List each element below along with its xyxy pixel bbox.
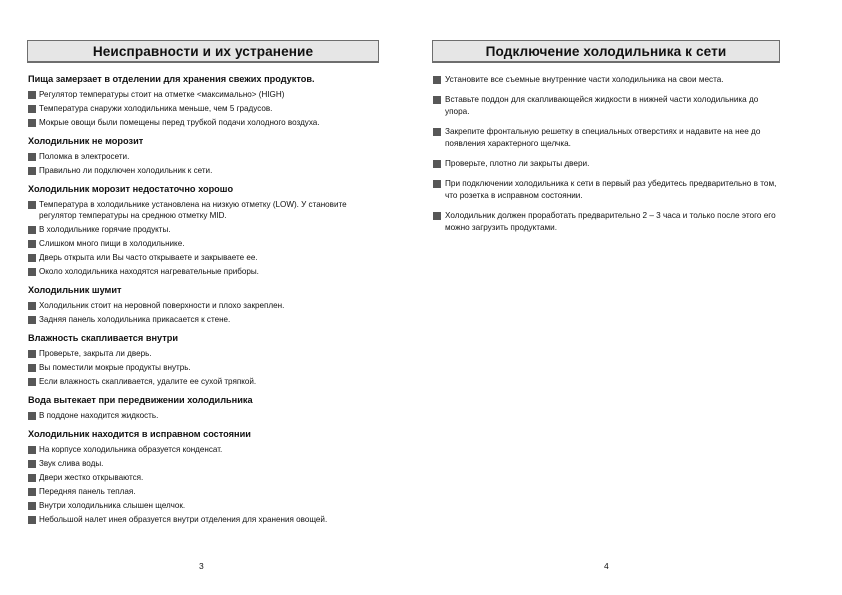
list-item-text: На корпусе холодильника образуется конденсат. [39, 445, 223, 454]
section-heading: Вода вытекает при передвижении холодильника [28, 395, 253, 405]
list-item [27, 151, 379, 162]
square-bullet-icon [28, 502, 36, 510]
section-heading: Холодильник не морозит [28, 136, 144, 146]
square-bullet-icon [28, 105, 36, 113]
list-item-text: Поломка в электросети. [39, 152, 130, 161]
list-item [27, 103, 379, 114]
list-item [27, 472, 379, 483]
square-bullet-icon [28, 201, 36, 209]
list-item-text: Внутри холодильника слышен щелчок. [39, 501, 186, 510]
list-item [432, 126, 780, 150]
list-item-text: В поддоне находится жидкость. [39, 411, 159, 420]
square-bullet-icon [28, 91, 36, 99]
square-bullet-icon [28, 240, 36, 248]
list-item [432, 178, 780, 202]
list-item [27, 238, 379, 249]
list-item [27, 410, 379, 421]
troubleshooting-content [27, 74, 379, 528]
connection-title: Подключение холодильника к сети [432, 40, 780, 63]
list-item [432, 158, 780, 170]
list-item [27, 514, 379, 525]
list-item [27, 314, 379, 325]
square-bullet-icon [28, 268, 36, 276]
square-bullet-icon [28, 254, 36, 262]
list-item-text: В холодильнике горячие продукты. [39, 225, 171, 234]
section-heading: Влажность скапливается внутри [28, 333, 179, 343]
troubleshooting-section [27, 74, 379, 128]
list-item-text: Холодильник стоит на неровной поверхности и плохо закреплен. [39, 301, 285, 310]
square-bullet-icon [433, 180, 441, 188]
list-item [27, 362, 379, 373]
square-bullet-icon [28, 119, 36, 127]
list-item [27, 376, 379, 387]
troubleshooting-section [27, 285, 379, 325]
square-bullet-icon [433, 76, 441, 84]
list-item [27, 300, 379, 311]
list-item [27, 348, 379, 359]
square-bullet-icon [28, 516, 36, 524]
list-item [27, 165, 379, 176]
list-item [432, 74, 780, 86]
square-bullet-icon [28, 474, 36, 482]
square-bullet-icon [28, 302, 36, 310]
page-number-right: 4 [604, 561, 609, 571]
list-item [27, 486, 379, 497]
section-heading: Холодильник морозит недостаточно хорошо [28, 184, 234, 194]
list-item-text: Регулятор температуры стоит на отметке <максимально> (HIGH) [39, 90, 285, 99]
square-bullet-icon [433, 128, 441, 136]
troubleshooting-section [27, 395, 379, 421]
list-item-text: Слишком много пищи в холодильнике. [39, 239, 185, 248]
square-bullet-icon [28, 364, 36, 372]
list-item-text: Холодильник должен проработать предварительно 2 – 3 часа и только после этого его можно загрузить продуктами. [445, 211, 776, 232]
square-bullet-icon [28, 226, 36, 234]
list-item-text: Если влажность скапливается, удалите ее сухой тряпкой. [39, 377, 257, 386]
list-item-text: Правильно ли подключен холодильник к сети. [39, 166, 213, 175]
troubleshooting-section [27, 184, 379, 277]
list-item-text: Около холодильника находятся нагревательные приборы. [39, 267, 259, 276]
list-item-text: При подключении холодильника к сети в первый раз убедитесь предварительно в том, что розетка в исправном состоянии. [445, 179, 777, 200]
list-item-text: Установите все съемные внутренние части холодильника на свои места. [445, 75, 724, 84]
section-heading: Холодильник шумит [28, 285, 122, 295]
list-item [27, 444, 379, 455]
troubleshooting-section [27, 136, 379, 176]
list-item-text: Двери жестко открываются. [39, 473, 144, 482]
square-bullet-icon [28, 378, 36, 386]
square-bullet-icon [28, 316, 36, 324]
list-item-text: Небольшой налет инея образуется внутри отделения для хранения овощей. [39, 515, 328, 524]
list-item-text: Дверь открыта или Вы часто открываете и закрываете ее. [39, 253, 258, 262]
square-bullet-icon [28, 488, 36, 496]
square-bullet-icon [433, 96, 441, 104]
square-bullet-icon [433, 160, 441, 168]
square-bullet-icon [28, 446, 36, 454]
list-item [27, 266, 379, 277]
list-item-text: Проверьте, плотно ли закрыты двери. [445, 159, 590, 168]
list-item [27, 500, 379, 511]
square-bullet-icon [28, 412, 36, 420]
square-bullet-icon [28, 167, 36, 175]
list-item [27, 224, 379, 235]
list-item-text: Проверьте, закрыта ли дверь. [39, 349, 152, 358]
list-item [432, 210, 780, 234]
list-item-text: Температура снаружи холодильника меньше, чем 5 градусов. [39, 104, 273, 113]
square-bullet-icon [28, 460, 36, 468]
list-item-text: Передняя панель теплая. [39, 487, 136, 496]
list-item-text: Мокрые овощи были помещены перед трубкой подачи холодного воздуха. [39, 118, 320, 127]
troubleshooting-section [27, 333, 379, 387]
list-item [27, 199, 379, 221]
list-item [27, 458, 379, 469]
list-item [27, 252, 379, 263]
section-heading: Холодильник находится в исправном состоянии [28, 429, 251, 439]
list-item [27, 89, 379, 100]
square-bullet-icon [28, 153, 36, 161]
list-item-text: Звук слива воды. [39, 459, 104, 468]
troubleshooting-section [27, 429, 379, 525]
troubleshooting-title: Неисправности и их устранение [27, 40, 379, 63]
list-item-text: Вы поместили мокрые продукты внутрь. [39, 363, 191, 372]
list-item-text: Вставьте поддон для скапливающейся жидкости в нижней части холодильника до упора. [445, 95, 759, 116]
list-item [27, 117, 379, 128]
section-heading: Пища замерзает в отделении для хранения свежих продуктов. [28, 74, 315, 84]
list-item-text: Температура в холодильнике установлена на низкую отметку (LOW). У становите регулятор температуры на среднюю отметку MID. [39, 200, 347, 220]
list-item [432, 94, 780, 118]
square-bullet-icon [433, 212, 441, 220]
list-item-text: Задняя панель холодильника прикасается к стене. [39, 315, 231, 324]
list-item-text: Закрепите фронтальную решетку в специальных отверстиях и надавите на нее до появления характерного щелчка. [445, 127, 761, 148]
square-bullet-icon [28, 350, 36, 358]
connection-content [432, 74, 780, 242]
page-number-left: 3 [199, 561, 204, 571]
